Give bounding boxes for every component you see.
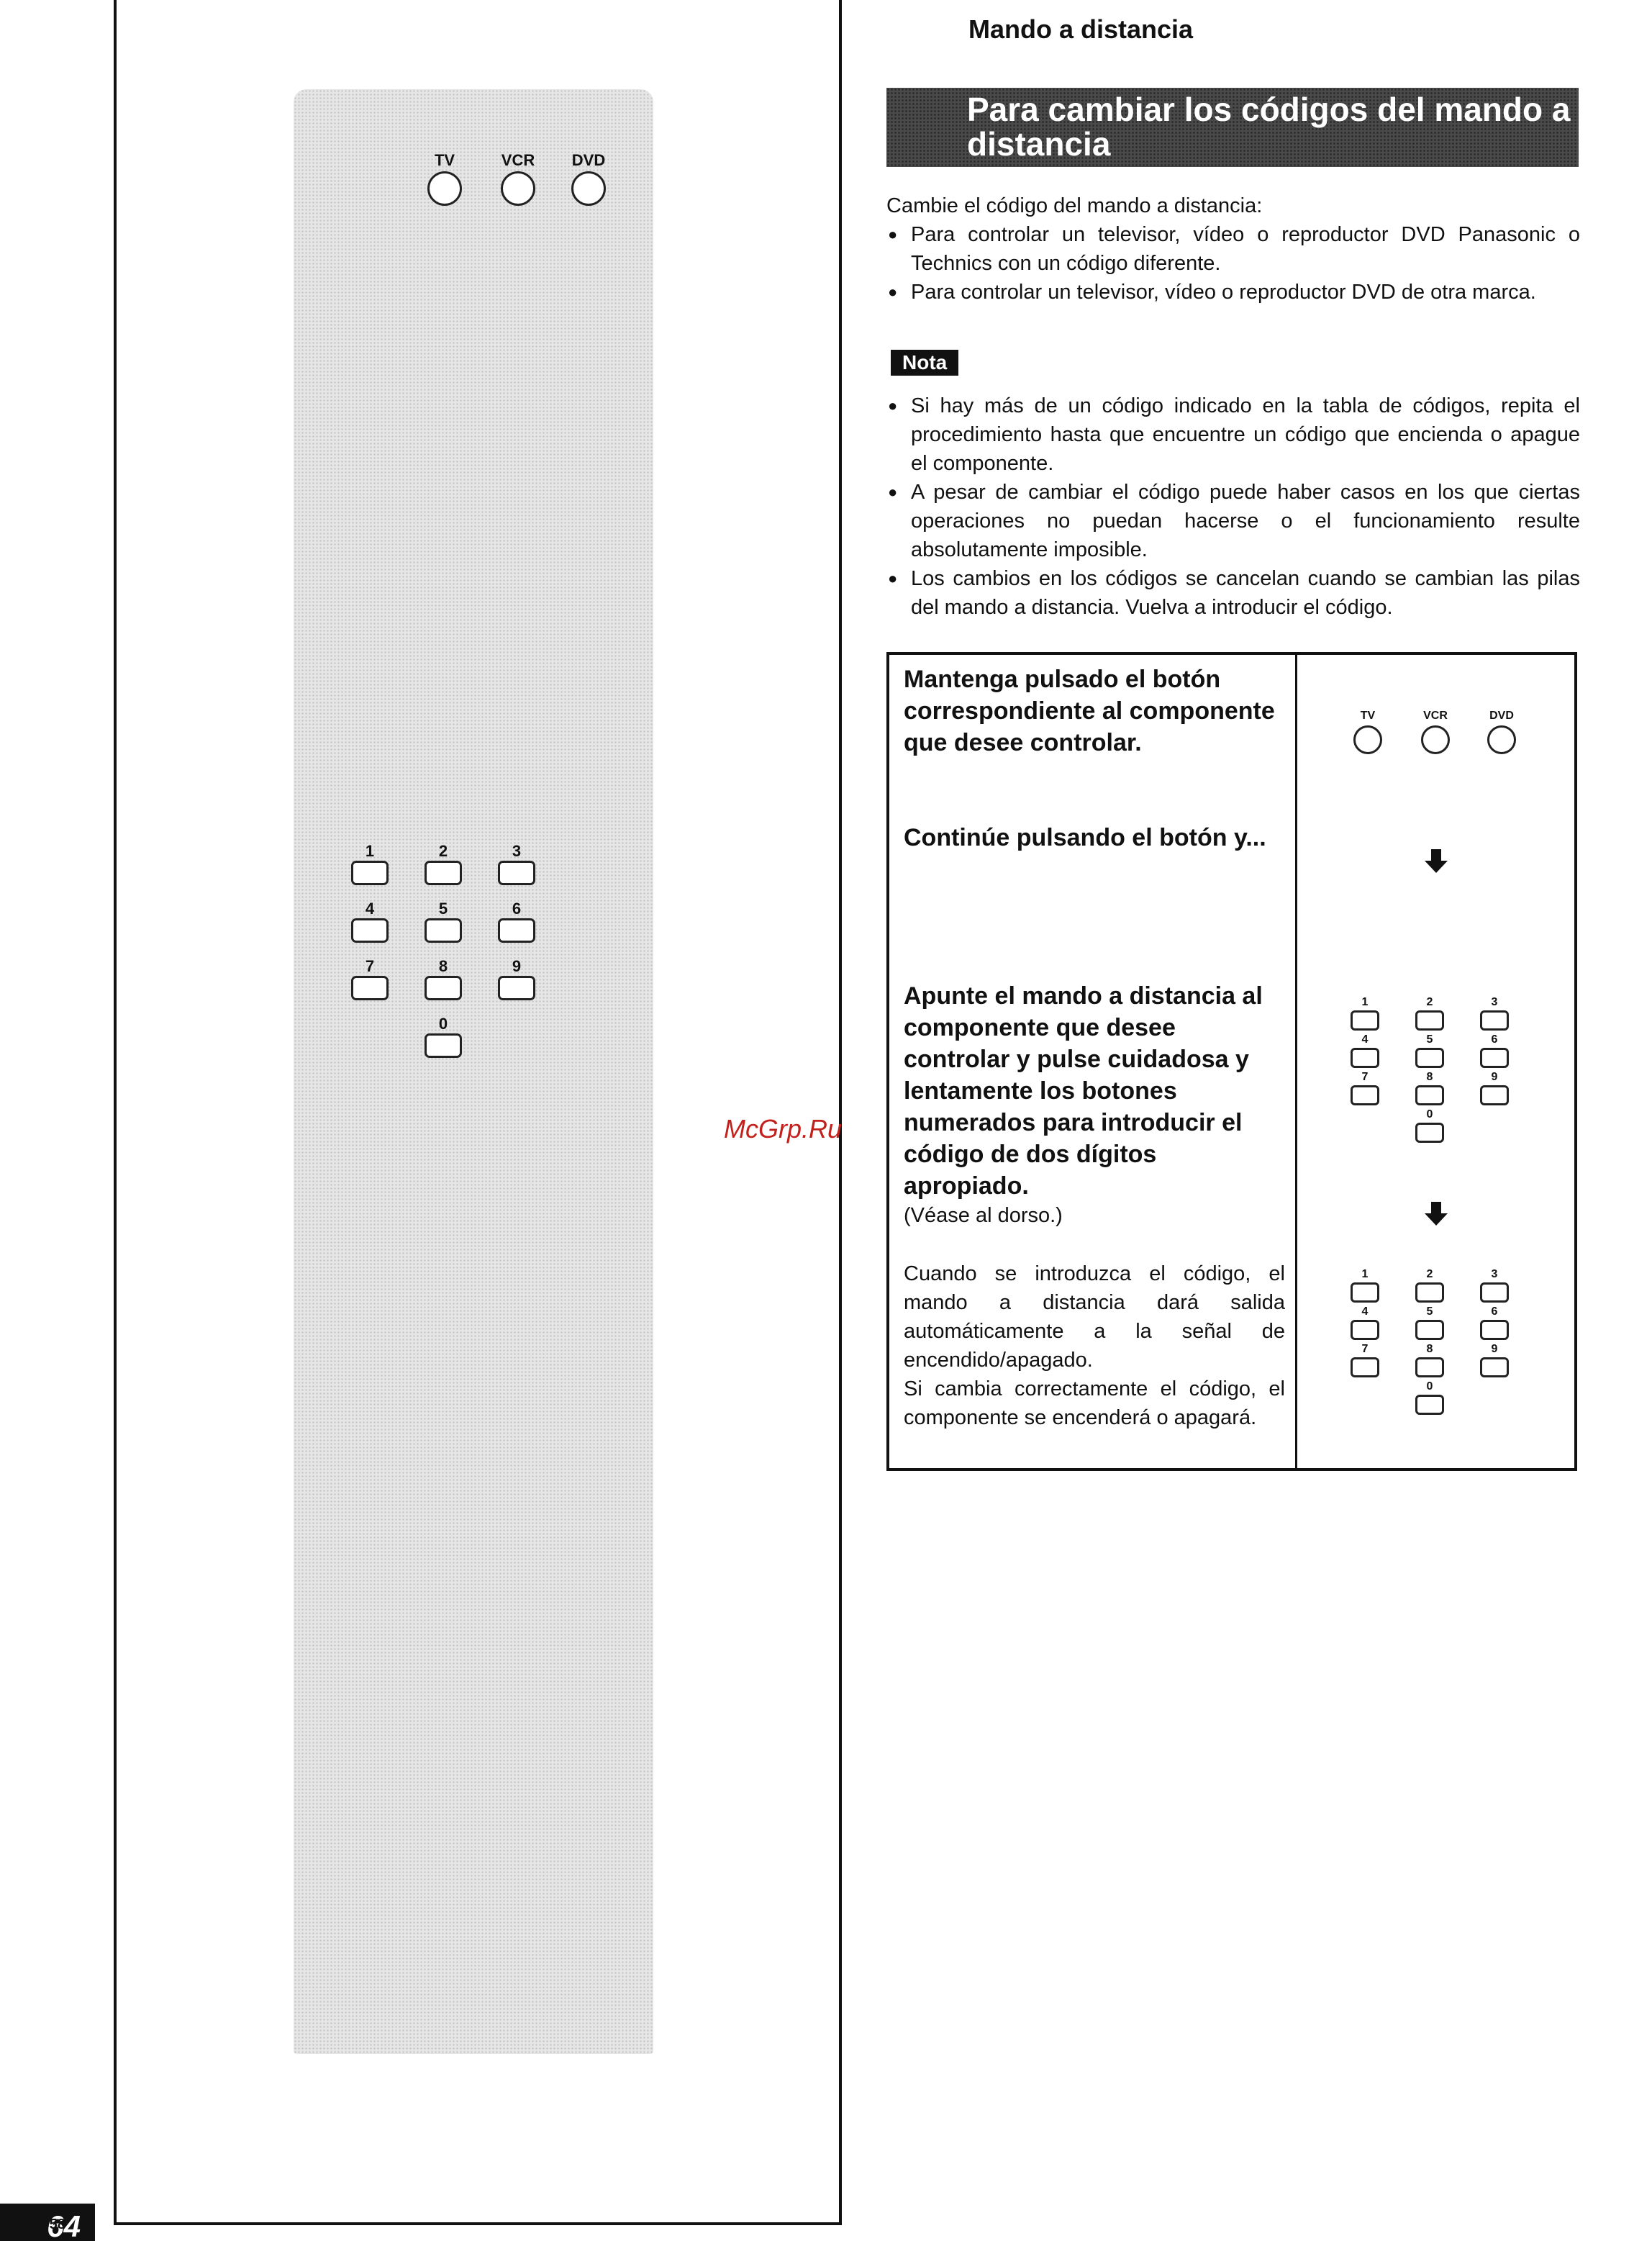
mini-key-2	[1412, 996, 1448, 1031]
key-icon	[498, 976, 535, 1000]
nota-item: ● A pesar de cambiar el código puede haber casos en los que ciertas operaciones no puedan hacerse o el funcionamiento resulte absolutamente imposible.	[886, 478, 1580, 564]
key-label: 0	[438, 1015, 448, 1033]
mini-dvd-label: DVD	[1489, 710, 1514, 722]
mini-key-9	[1476, 1343, 1512, 1377]
circle-button-icon	[571, 171, 606, 206]
mini-key-6	[1476, 1033, 1512, 1068]
intro-lead: Cambie el código del mando a distancia:	[886, 194, 1263, 217]
step-3	[904, 980, 1285, 1229]
key-icon	[1415, 1123, 1444, 1143]
remote-source-buttons	[423, 151, 617, 209]
mini-key-label: 5	[1426, 1033, 1433, 1046]
remote-key-8	[423, 957, 463, 1000]
key-label: 3	[512, 842, 522, 860]
mini-key-label: 9	[1491, 1071, 1498, 1083]
remote-key-9	[496, 957, 537, 1000]
nota-item: ● Los cambios en los códigos se cancelan cuando se cambian las pilas del mando a distancia. Vuelva a introducir el código.	[886, 564, 1580, 622]
mini-key-label: 3	[1491, 1268, 1498, 1280]
mini-key-label: 7	[1361, 1071, 1369, 1083]
mini-tv-label: TV	[1360, 710, 1376, 722]
key-icon	[425, 1033, 462, 1058]
mini-vcr-button	[1417, 710, 1453, 754]
key-icon	[1415, 1048, 1444, 1068]
mini-key-label: 2	[1426, 996, 1433, 1008]
mini-key-label: 4	[1361, 1305, 1369, 1318]
key-icon	[1351, 1282, 1379, 1303]
key-label: 6	[512, 900, 522, 918]
step-1-source-icons	[1350, 710, 1544, 753]
section-title: Mando a distancia	[968, 14, 1194, 44]
mini-tv-button	[1350, 710, 1386, 754]
mini-key-5	[1412, 1033, 1448, 1068]
mini-key-0	[1412, 1108, 1448, 1143]
steps-table	[886, 652, 1577, 1471]
remote-key-3	[496, 842, 537, 885]
remote-key-2	[423, 842, 463, 885]
mini-key-label: 5	[1426, 1305, 1433, 1318]
mini-key-label: 3	[1491, 996, 1498, 1008]
remote-dvd-label: DVD	[571, 151, 606, 169]
mini-key-0	[1412, 1380, 1448, 1415]
key-icon	[425, 976, 462, 1000]
key-icon	[1351, 1010, 1379, 1031]
mini-key-1	[1347, 996, 1383, 1031]
circle-button-icon	[1421, 725, 1450, 754]
mini-key-2	[1412, 1268, 1448, 1303]
mini-key-6	[1476, 1305, 1512, 1340]
mini-key-label: 0	[1426, 1380, 1433, 1393]
down-arrow-icon	[1422, 846, 1451, 875]
key-icon	[1351, 1048, 1379, 1068]
key-label: 7	[365, 957, 375, 975]
mini-key-label: 7	[1361, 1343, 1369, 1355]
mini-key-label: 6	[1491, 1033, 1498, 1046]
circle-button-icon	[1353, 725, 1382, 754]
nota-block	[886, 391, 1580, 622]
key-icon	[1415, 1357, 1444, 1377]
mini-dvd-button	[1484, 710, 1520, 754]
key-icon	[351, 976, 389, 1000]
key-label: 4	[365, 900, 375, 918]
circle-button-icon	[427, 171, 462, 206]
document-code: RQT5858	[3, 2217, 65, 2232]
key-icon	[498, 918, 535, 943]
step-3-numpad-icons	[1347, 996, 1520, 1169]
key-label: 9	[512, 957, 522, 975]
key-icon	[1415, 1395, 1444, 1415]
step-4-numpad-icons	[1347, 1268, 1520, 1441]
key-icon	[1480, 1048, 1509, 1068]
mini-key-label: 9	[1491, 1343, 1498, 1355]
key-icon	[498, 861, 535, 885]
remote-vcr-button	[496, 151, 540, 206]
remote-tv-label: TV	[434, 151, 455, 169]
remote-key-4	[350, 900, 390, 943]
mini-key-label: 8	[1426, 1071, 1433, 1083]
remote-tv-button	[423, 151, 466, 206]
key-icon	[351, 918, 389, 943]
nota-list	[886, 391, 1580, 622]
page-number: 64	[0, 2204, 95, 2241]
key-icon	[1351, 1085, 1379, 1105]
key-icon	[1480, 1010, 1509, 1031]
remote-numpad	[350, 842, 544, 1072]
key-icon	[425, 918, 462, 943]
step-2: Continúe pulsando el botón y...	[904, 824, 1266, 851]
step-3-text: Apunte el mando a distancia al componente que desee controlar y pulse cuidadosa y lentamente los botones numerados para introducir el código de dos dígitos apropiado.	[904, 982, 1263, 1200]
remote-key-0	[423, 1015, 463, 1058]
circle-button-icon	[1487, 725, 1516, 754]
table-divider	[1295, 655, 1297, 1468]
mini-key-8	[1412, 1071, 1448, 1105]
remote-key-7	[350, 957, 390, 1000]
mini-key-3	[1476, 1268, 1512, 1303]
remote-dvd-button	[567, 151, 610, 206]
key-label: 8	[438, 957, 448, 975]
key-icon	[425, 861, 462, 885]
remote-vcr-label: VCR	[501, 151, 535, 169]
step-4	[904, 1259, 1285, 1432]
intro-bullet: ● Para controlar un televisor, vídeo o reproductor DVD de otra marca.	[886, 278, 1580, 307]
key-icon	[1480, 1320, 1509, 1340]
step-4-text: Cuando se introduzca el código, el mando a distancia dará salida automáticamente a la señal de encendido/apagado.	[904, 1262, 1285, 1372]
key-icon	[1480, 1357, 1509, 1377]
mini-key-label: 8	[1426, 1343, 1433, 1355]
step-3-note: (Véase al dorso.)	[904, 1204, 1063, 1227]
remote-key-1	[350, 842, 390, 885]
key-icon	[1415, 1320, 1444, 1340]
intro-list	[886, 220, 1580, 307]
mini-vcr-label: VCR	[1423, 710, 1448, 722]
mini-key-9	[1476, 1071, 1512, 1105]
mini-key-4	[1347, 1305, 1383, 1340]
key-icon	[1351, 1357, 1379, 1377]
mini-key-label: 6	[1491, 1305, 1498, 1318]
key-icon	[1480, 1282, 1509, 1303]
mini-key-label: 1	[1361, 1268, 1369, 1280]
intro-bullet: ● Para controlar un televisor, vídeo o reproductor DVD Panasonic o Technics con un código diferente.	[886, 220, 1580, 278]
nota-item: ● Si hay más de un código indicado en la tabla de códigos, repita el procedimiento hasta que encuentre un código que encienda o apague el componente.	[886, 391, 1580, 478]
key-icon	[1415, 1282, 1444, 1303]
mini-key-8	[1412, 1343, 1448, 1377]
mini-key-5	[1412, 1305, 1448, 1340]
down-arrow-icon	[1422, 1199, 1451, 1228]
mini-key-7	[1347, 1343, 1383, 1377]
watermark: McGrp.Ru	[724, 1114, 843, 1144]
nota-label: Nota	[891, 350, 958, 376]
key-icon	[351, 861, 389, 885]
key-icon	[1351, 1320, 1379, 1340]
mini-key-label: 0	[1426, 1108, 1433, 1120]
key-label: 1	[365, 842, 375, 860]
remote-key-5	[423, 900, 463, 943]
key-icon	[1415, 1010, 1444, 1031]
mini-key-1	[1347, 1268, 1383, 1303]
banner-title: Para cambiar los códigos del mando a distancia	[886, 88, 1579, 167]
mini-key-7	[1347, 1071, 1383, 1105]
mini-key-label: 1	[1361, 996, 1369, 1008]
key-icon	[1415, 1085, 1444, 1105]
remote-key-6	[496, 900, 537, 943]
step-1: Mantenga pulsado el botón correspondiente al componente que desee controlar.	[904, 666, 1275, 756]
mini-key-label: 4	[1361, 1033, 1369, 1046]
key-label: 2	[438, 842, 448, 860]
mini-key-4	[1347, 1033, 1383, 1068]
key-label: 5	[438, 900, 448, 918]
mini-key-label: 2	[1426, 1268, 1433, 1280]
intro-block	[886, 191, 1580, 307]
step-4-text2: Si cambia correctamente el código, el componente se encenderá o apagará.	[904, 1377, 1285, 1429]
mini-key-3	[1476, 996, 1512, 1031]
circle-button-icon	[501, 171, 535, 206]
key-icon	[1480, 1085, 1509, 1105]
